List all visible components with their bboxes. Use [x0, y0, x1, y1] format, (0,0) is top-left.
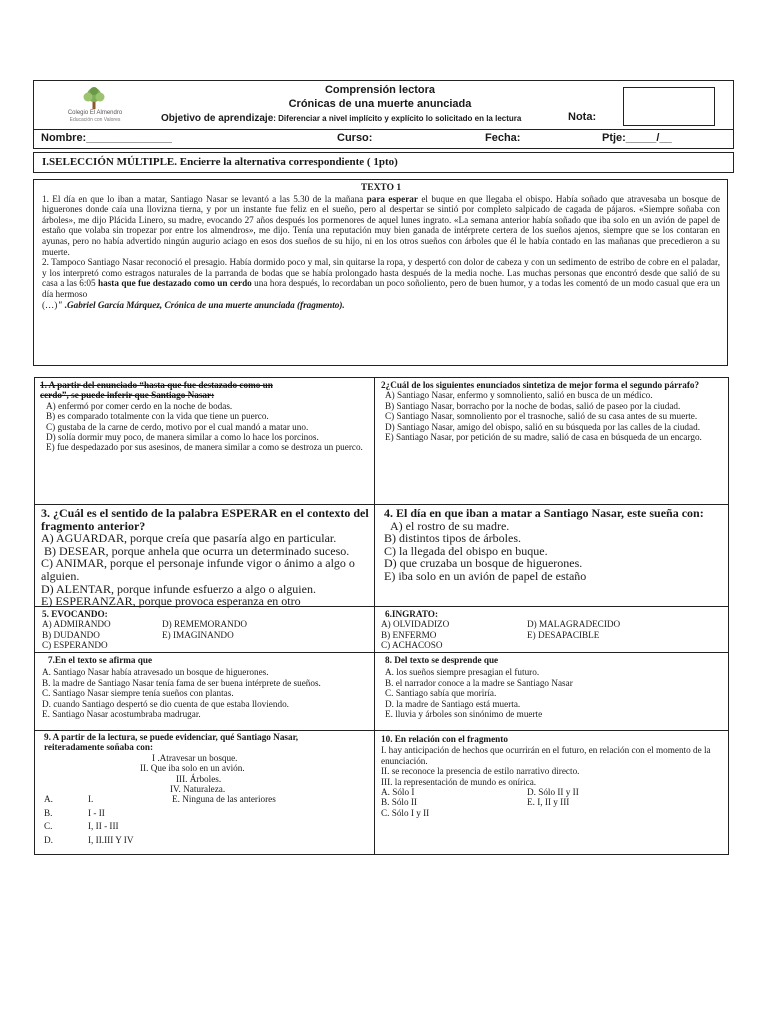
question-6-stem: 6.INGRATO: [385, 609, 439, 619]
learning-objective [161, 113, 521, 124]
reading-text [42, 183, 720, 310]
option-a[interactable]: A) enfermó por comer cerdo en la noche de bodas. [46, 400, 233, 411]
option-d[interactable]: D) MALAGRADECIDO [527, 619, 621, 630]
option-c[interactable]: C. Sólo I y II [381, 807, 430, 818]
option-e[interactable]: E. Santiago Nasar acostumbraba madrugar. [42, 709, 201, 720]
option-b[interactable]: B) es comparado totalmente con la vida que tiene un puerco. [46, 411, 269, 422]
grade-label: Nota: [568, 111, 597, 123]
option-a[interactable]: A. Santiago Nasar había atravesado un bosque de higuerones. [42, 667, 269, 678]
statement-iii: III. la representación de mundo es onírica. [381, 776, 537, 787]
option-a[interactable]: A. Sólo I [381, 787, 415, 798]
option-b[interactable]: B) DESEAR, porque anhela que ocurra un determinado suceso. [44, 543, 350, 558]
grid-divider-vertical [374, 377, 375, 855]
option-a[interactable]: A. I. E. Ninguna de las anteriores [44, 794, 276, 805]
statement-ii: II. Que iba solo en un avión. [140, 763, 245, 774]
option-c[interactable]: C) Santiago Nasar, somnoliento por el trasnoche, salió de su casa antes de su muerte. [385, 411, 698, 422]
question-5 [42, 609, 368, 651]
question-3-stem: 3. ¿Cuál es el sentido de la palabra ESPERAR en el contexto del fragmento anterior? [41, 506, 369, 533]
grid-divider [34, 504, 729, 505]
date-field[interactable]: Fecha: [485, 132, 521, 144]
option-d[interactable]: D) REMEMORANDO [162, 619, 247, 630]
option-b[interactable]: B) distintos tipos de árboles. [384, 531, 521, 546]
option-a[interactable]: A) ADMIRANDO [42, 619, 111, 630]
page-title: Comprensión lectora [324, 84, 436, 96]
option-c[interactable]: C. I, II - III [44, 821, 119, 832]
course-field[interactable]: Curso: [337, 132, 373, 144]
option-e[interactable]: E) Santiago Nasar, por petición de su madre, salió de casa en búsqueda de un encargo. [385, 432, 702, 443]
school-logo [48, 84, 142, 126]
option-e[interactable]: E) ESPERANZAR, porque provoca esperanza en otro [41, 594, 301, 609]
reading-paragraph-2: 2. Tampoco Santiago Nasar reconoció el presagio. Había dormido poco y mal, sin quitarse la ropa, y despertó con dolor de cabeza y con un sedimento de estribo de cobre en el paladar, y los interpretó como estragos naturales de la parranda de bodas que se había prolongado hasta después de la media noche. Las muchas personas que encontró desde que salió de su casa a las 6:05 hasta que fue destazado como un cerdo una hora después, lo recordaban un poco soñoliento, pero de buen humor, y a todas les comentó de un modo casual que era un día hermoso [42, 257, 721, 299]
option-c[interactable]: C. Santiago Nasar siempre tenía sueños con plantas. [42, 688, 234, 699]
option-b[interactable]: B) DUDANDO [42, 629, 100, 640]
objective-text: : Diferenciar a nivel implícito y explícito lo solicitado en la lectura [273, 114, 522, 123]
question-8 [385, 655, 723, 719]
question-4-stem: 4. El día en que iban a matar a Santiago Nasar, este sueña con: [384, 506, 704, 520]
option-c[interactable]: C) ACHACOSO [381, 640, 443, 651]
question-3 [41, 507, 369, 608]
question-7 [42, 655, 368, 719]
option-e[interactable]: E. Ninguna de las anteriores [172, 794, 276, 805]
option-d[interactable]: D. Sólo II y II [527, 787, 579, 798]
statement-ii: II. se reconoce la presencia de estilo narrativo directo. [381, 766, 580, 777]
option-a[interactable]: A) Santiago Nasar, enfermo y somnoliento, salió en busca de un médico. [385, 390, 653, 401]
question-2 [381, 380, 723, 442]
option-a[interactable]: A. los sueños siempre presagian el futuro. [385, 667, 540, 678]
option-b[interactable]: B) ENFERMO [381, 629, 437, 640]
name-field[interactable]: Nombre:______________ [41, 132, 172, 144]
grid-divider [34, 652, 729, 653]
option-d[interactable]: D. cuando Santiago despertó se dio cuenta de que estaba lloviendo. [42, 698, 289, 709]
option-d[interactable]: D) ALENTAR, porque infunde esfuerzo a algo o alguien. [41, 581, 316, 596]
option-c[interactable]: C) ESPERANDO [42, 640, 108, 651]
reading-paragraph-1: 1. El día en que lo iban a matar, Santiago Nasar se levantó a las 5.30 de la mañana para esperar el buque en que llegaba el obispo. Había soñado que atravesaba un bosque de higuerones donde caía una llovizna tierna, y por un instante fue feliz en el sueño, pero al despertar se sintió por completo salpicado de cagada de pájaros. «Siempre soñaba con árboles», me dijo Plácida Linero, su madre, evocando 27 años después los pormenores de aquel lunes ingrato. «La semana anterior había soñado que iba solo en un avión de papel de estaño que volaba sin tropezar por entre los almendros», me dijo. Tenía una reputación muy bien ganada de intérprete certera de los sueños ajenos, siempre que se los contaran en ayunas, pero no había advertido ningún augurio aciago en esos dos sueños de su hijo, ni en los otros sueños con árboles que él le había contado en las mañanas que precedieron a su muerte. [42, 193, 721, 257]
option-b[interactable]: B. la madre de Santiago Nasar tenía fama de ser buena intérprete de sueños. [42, 677, 321, 688]
option-c[interactable]: C) gustaba de la carne de cerdo, motivo por el cual mandó a matar uno. [46, 421, 309, 432]
question-8-stem: 8. Del texto se desprende que [385, 655, 499, 665]
option-c[interactable]: C) ANIMAR, porque el personaje infunde vigor o ánimo a algo o alguien. [41, 556, 355, 583]
option-b[interactable]: B. I - II [44, 807, 105, 818]
question-5-stem: 5. EVOCANDO: [42, 609, 108, 619]
option-d[interactable]: D. la madre de Santiago está muerta. [385, 698, 521, 709]
option-e[interactable]: E. lluvia y árboles son sinónimo de muerte [385, 709, 543, 720]
option-c[interactable]: C. Santiago sabía que moriría. [385, 688, 497, 699]
question-6 [381, 609, 723, 651]
logo-tagline: Educación con Valores [69, 117, 121, 123]
option-e[interactable]: E) IMAGINANDO [162, 629, 234, 640]
statement-iv: IV. Naturaleza. [170, 784, 226, 795]
tree-icon [78, 86, 110, 110]
option-c[interactable]: C) la llegada del obispo en buque. [384, 543, 548, 558]
option-a[interactable]: A) AGUARDAR, porque creía que pasaría algo en particular. [41, 531, 337, 546]
question-9 [44, 732, 370, 845]
score-field[interactable]: Ptje:_____/__ [602, 132, 672, 144]
option-a[interactable]: A) el rostro de su madre. [390, 518, 510, 533]
option-b[interactable]: B. el narrador conoce a la madre se Santiago Nasar [385, 677, 573, 688]
statement-iii: III. Árboles. [176, 773, 222, 784]
option-e[interactable]: E) DESAPACIBLE [527, 629, 600, 640]
grade-box[interactable] [623, 87, 715, 126]
statement-i: I .Atravesar un bosque. [152, 752, 238, 763]
question-7-stem: 7.En el texto se afirma que [48, 655, 153, 665]
option-e[interactable]: E) iba solo en un avión de papel de estaño [384, 568, 587, 583]
question-2-stem: 2¿Cuál de los siguientes enunciados sintetiza de mejor forma el segundo párrafo? [381, 380, 700, 390]
option-d[interactable]: D. I, II.III Y IV [44, 834, 134, 845]
option-b[interactable]: B. Sólo II [381, 797, 417, 808]
option-d[interactable]: D) Santiago Nasar, amigo del obispo, salió en su búsqueda por las calles de la ciudad. [385, 421, 700, 432]
page-subtitle: Crónicas de una muerte anunciada [288, 98, 472, 110]
option-d[interactable]: D) solía dormir muy poco, de manera similar a como lo hace los porcinos. [46, 432, 319, 443]
reading-heading: TEXTO 1 [360, 183, 402, 193]
question-1 [40, 380, 367, 453]
question-1-stem: 1. A partir del enunciado “hasta que fue destazado como un cerdo”, se puede inferir que Santiago Nasar: [40, 380, 273, 401]
reading-citation: (…)" .Gabriel García Márquez, Crónica de una muerte anunciada (fragmento). [42, 299, 345, 310]
option-e[interactable]: E. I, II y III [527, 797, 570, 808]
question-4 [384, 507, 724, 583]
statement-i: I. hay anticipación de hechos que ocurrirán en el futuro, en relación con el momento de la enunciación. [381, 745, 711, 766]
section-title: I.SELECCIÓN MÚLTIPLE. Encierre la alternativa correspondiente ( 1pto) [42, 156, 398, 168]
grid-divider [34, 730, 729, 731]
option-e[interactable]: E) fue despedazado por sus asesinos, de manera similar a como se destroza un puerco. [46, 442, 363, 453]
objective-label: Objetivo de aprendizaje [161, 113, 274, 124]
option-a[interactable]: A) OLVIDADIZO [381, 619, 450, 630]
option-b[interactable]: B) Santiago Nasar, borracho por la noche de bodas, salió de paseo por la ciudad. [385, 400, 681, 411]
question-10-stem: 10. En relación con el fragmento [381, 734, 508, 744]
option-d[interactable]: D) que cruzaba un bosque de higuerones. [384, 556, 583, 571]
question-9-stem: 9. A partir de la lectura, se puede evidenciar, qué Santiago Nasar, reiteradamente soñaba con: [44, 732, 299, 753]
logo-text: Colegio El Almendro [67, 110, 123, 116]
question-10 [381, 734, 723, 818]
